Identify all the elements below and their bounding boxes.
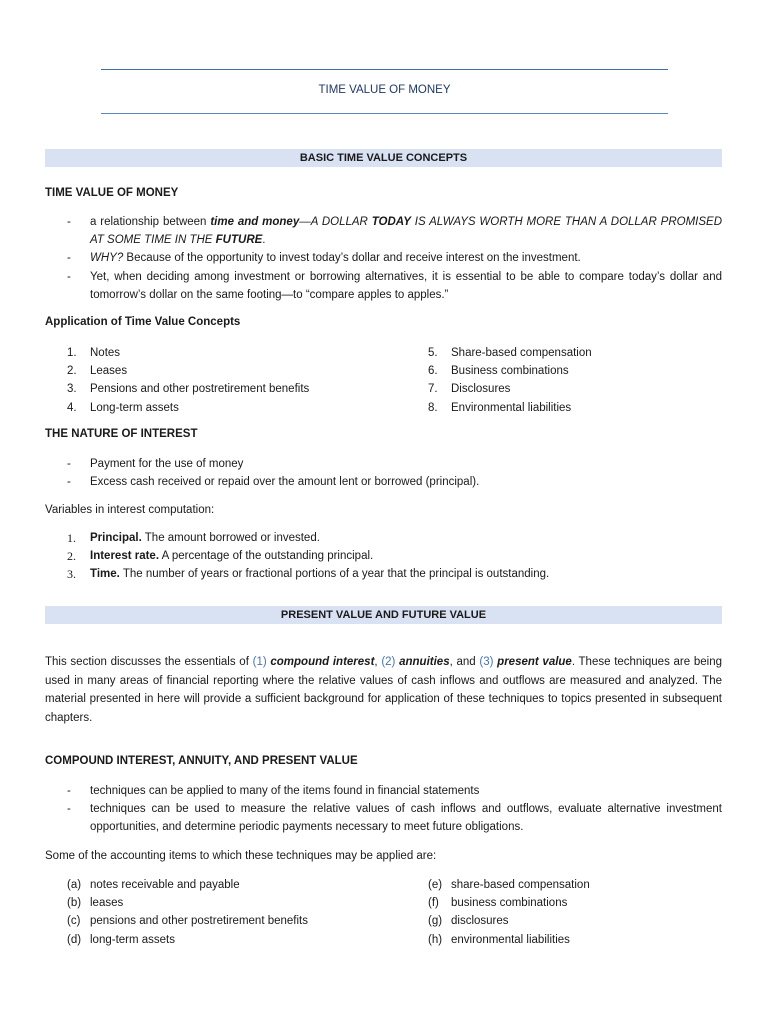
item-letter: (h) <box>428 933 443 946</box>
list-item <box>45 565 722 583</box>
dash-marker: - <box>67 216 71 228</box>
item-letter: (g) <box>428 915 443 928</box>
list-item <box>45 894 405 912</box>
item-letter: (c) <box>67 915 81 928</box>
list-item <box>45 249 722 267</box>
italic-text: —A DOLLAR <box>299 216 372 228</box>
heading-time-value-of-money: TIME VALUE OF MONEY <box>45 187 179 199</box>
enum-marker: (3) <box>479 656 494 668</box>
time-value-bullets <box>45 213 722 304</box>
bullet-text: Yet, when deciding among investment or borrowing alternatives, it is essential to be able to compare today’s dollar and tomorrow’s dollar on the same footing—to “compare apples to apples.” <box>90 270 722 301</box>
bullet-text: techniques can be used to measure the relative values of cash inflows and outflows, evaluate alternative investment opportunities, and determine periodic payments necessary to meet future obligations. <box>90 803 722 834</box>
list-item <box>45 473 722 491</box>
bullet-text: Excess cash received or repaid over the amount lent or borrowed (principal). <box>90 476 480 489</box>
emphasis-time-and-money: time and money <box>210 216 300 228</box>
item-text: share-based compensation <box>451 879 590 891</box>
interest-bullets <box>45 455 722 491</box>
item-number: 2. <box>67 549 76 564</box>
paragraph-text: . These techniques are being used in many areas of financial reporting where the relative values of cash inflows and outflows are measured and analyzed. The material presented in here will provide a sufficient background for application of these techniques to topics presented in subsequent chapters. <box>45 656 722 724</box>
item-letter: (f) <box>428 897 439 910</box>
heading-compound-interest: COMPOUND INTEREST, ANNUITY, AND PRESENT VALUE <box>45 755 358 767</box>
item-text: Pensions and other postretirement benefits <box>90 383 310 396</box>
paragraph-text: This section discusses the essentials of <box>45 656 253 668</box>
variable-term: Interest rate. <box>90 550 160 563</box>
item-letter: (e) <box>428 879 443 891</box>
variable-term: Time. <box>90 568 120 581</box>
bullet-text: techniques can be applied to many of the items found in financial statements <box>90 785 480 797</box>
item-number: 1. <box>67 347 77 359</box>
item-text: Long-term assets <box>90 401 179 414</box>
dash-marker: - <box>67 785 71 797</box>
list-item <box>45 362 405 380</box>
heading-application: Application of Time Value Concepts <box>45 316 241 328</box>
dash-marker: - <box>67 458 71 470</box>
variable-description: A percentage of the outstanding principal. <box>159 550 374 563</box>
list-item <box>406 894 722 912</box>
paragraph-text: , <box>374 656 382 668</box>
italic-why: WHY? <box>90 252 124 265</box>
variable-description: The number of years or fractional portions of a year that the principal is outstanding. <box>119 568 550 581</box>
italic-text: IS ALWAYS WORTH MORE THAN A DOLLAR PROMISED AT SOME TIME IN THE <box>90 216 722 247</box>
item-text: leases <box>90 897 124 910</box>
item-letter: (b) <box>67 897 82 910</box>
list-item <box>45 380 405 398</box>
list-item <box>45 931 405 949</box>
item-number: 5. <box>428 347 438 359</box>
dash-marker: - <box>67 803 71 816</box>
enum-marker: (1) <box>252 656 267 668</box>
list-item <box>406 931 722 949</box>
list-item <box>45 912 405 930</box>
item-text: pensions and other postretirement benefits <box>90 915 308 928</box>
list-item <box>406 362 722 380</box>
bullet-text: a relationship between <box>90 216 211 228</box>
list-item <box>45 529 722 547</box>
title-top-rule <box>101 69 668 70</box>
variables-intro: Variables in interest computation: <box>45 504 215 516</box>
item-text: Environmental liabilities <box>451 401 572 414</box>
item-text: long-term assets <box>90 933 176 946</box>
item-number: 6. <box>428 365 438 378</box>
item-number: 4. <box>67 401 77 414</box>
accounting-items-right <box>406 876 722 949</box>
variable-term: Principal. <box>90 532 142 544</box>
heading-nature-of-interest: THE NATURE OF INTEREST <box>45 428 198 440</box>
techniques-bullets <box>45 782 722 837</box>
list-item <box>45 268 722 304</box>
item-text: Disclosures <box>451 383 511 396</box>
list-item <box>45 213 722 249</box>
list-item <box>406 399 722 417</box>
item-letter: (a) <box>67 879 82 891</box>
list-item <box>45 800 722 836</box>
variable-description: The amount borrowed or invested. <box>141 532 320 544</box>
paragraph-text: , and <box>449 656 480 668</box>
emphasis-future: FUTURE <box>215 234 263 247</box>
bullet-text: . <box>262 234 266 247</box>
dash-marker: - <box>67 252 71 265</box>
section-intro-paragraph <box>45 653 722 727</box>
emphasis-today: TODAY <box>371 216 411 228</box>
list-item <box>45 455 722 473</box>
item-number: 3. <box>67 567 76 582</box>
section-band-basic-concepts: BASIC TIME VALUE CONCEPTS <box>45 149 722 167</box>
list-item <box>406 344 722 362</box>
item-letter: (d) <box>67 933 82 946</box>
item-text: Business combinations <box>451 365 569 378</box>
emphasis-present-value: present value <box>497 656 572 668</box>
document-title: TIME VALUE OF MONEY <box>318 84 451 96</box>
list-item <box>45 782 722 800</box>
application-list-right <box>406 344 722 417</box>
title-bottom-rule <box>101 113 668 114</box>
item-text: disclosures <box>451 915 509 928</box>
dash-marker: - <box>67 270 71 283</box>
variables-list <box>45 529 722 584</box>
item-text: notes receivable and payable <box>90 879 240 891</box>
bullet-text: Because of the opportunity to invest today’s dollar and receive interest on the investment. <box>123 252 581 265</box>
dash-marker: - <box>67 476 71 489</box>
list-item <box>45 344 405 362</box>
enum-marker: (2) <box>381 656 396 668</box>
item-text: Leases <box>90 365 128 378</box>
item-text: Share-based compensation <box>451 347 592 359</box>
list-item <box>45 547 722 565</box>
emphasis-annuities: annuities <box>399 656 450 668</box>
application-list-left <box>45 344 405 417</box>
item-number: 7. <box>428 383 438 396</box>
item-number: 3. <box>67 383 77 396</box>
item-number: 2. <box>67 365 77 378</box>
item-text: Notes <box>90 347 121 359</box>
list-item <box>406 912 722 930</box>
list-item <box>406 380 722 398</box>
section-band-present-future-value: PRESENT VALUE AND FUTURE VALUE <box>45 606 722 624</box>
accounting-items-left <box>45 876 405 949</box>
bullet-text: Payment for the use of money <box>90 458 244 470</box>
list-item <box>45 399 405 417</box>
item-text: environmental liabilities <box>451 933 570 946</box>
list-item <box>406 876 722 894</box>
item-number: 1. <box>67 531 76 545</box>
emphasis-compound-interest: compound interest <box>270 656 375 668</box>
item-text: business combinations <box>451 897 568 910</box>
list-item <box>45 876 405 894</box>
item-number: 8. <box>428 401 438 414</box>
items-intro: Some of the accounting items to which these techniques may be applied are: <box>45 850 437 862</box>
